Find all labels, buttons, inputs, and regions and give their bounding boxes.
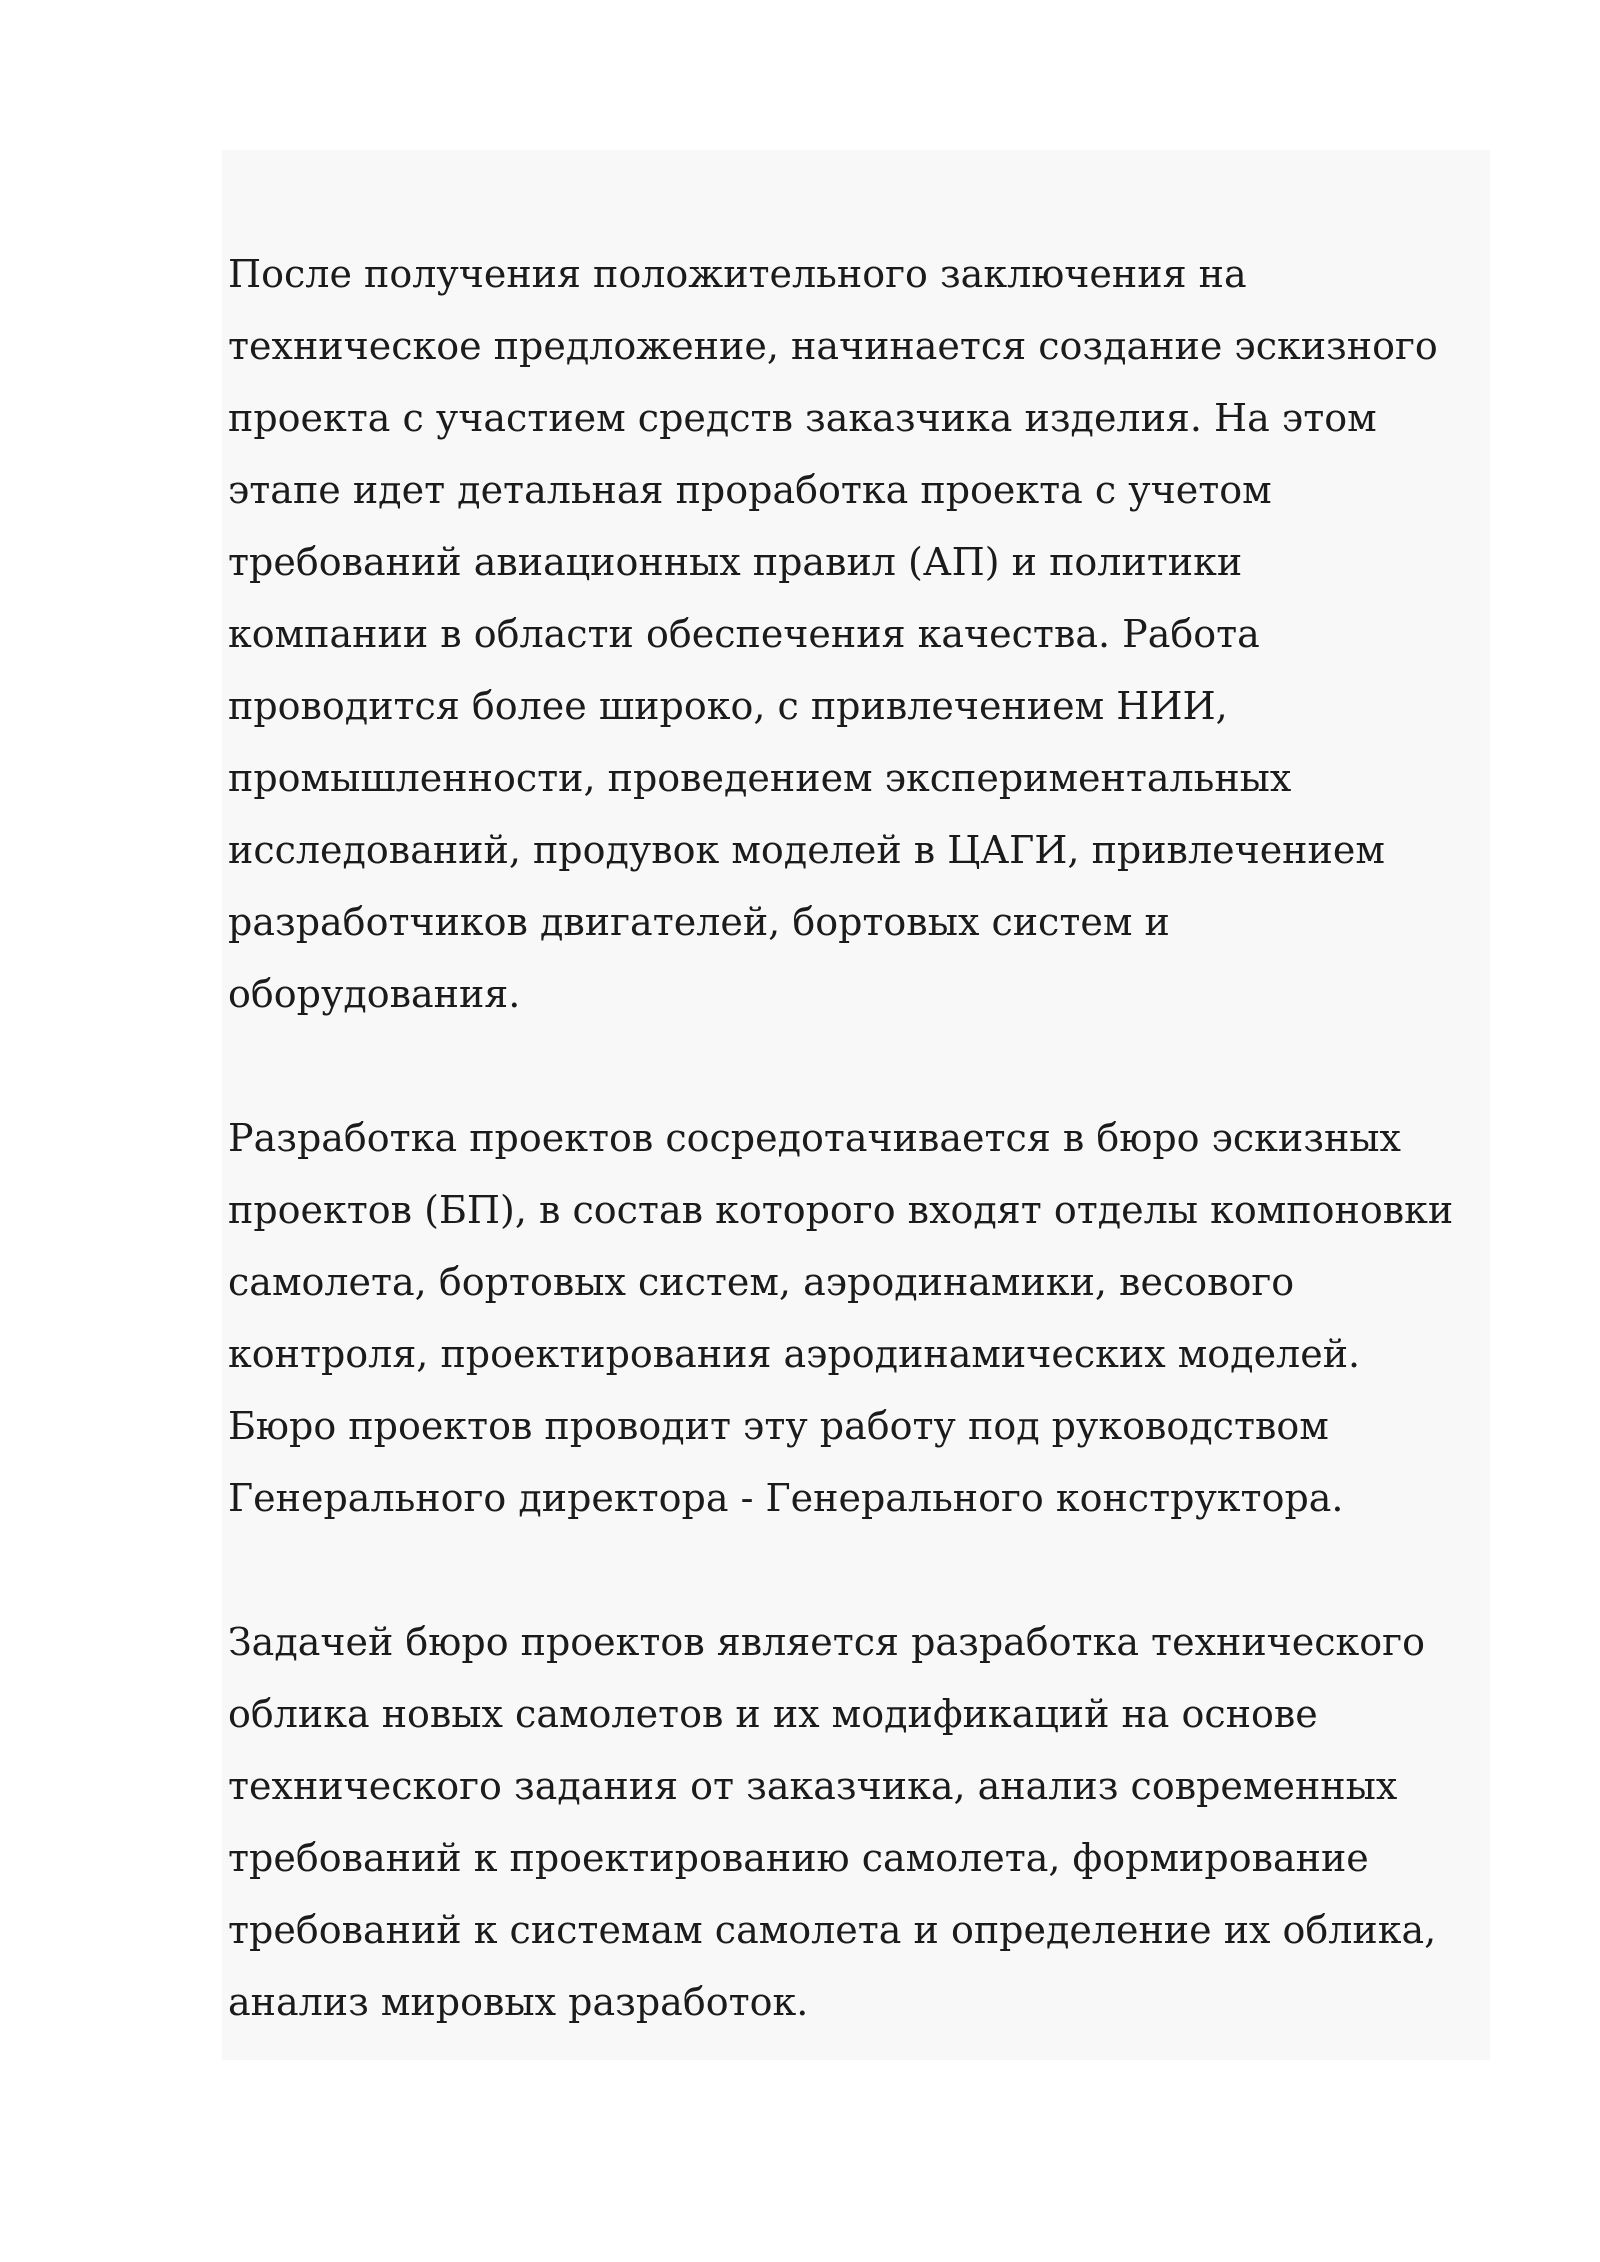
document-body bbox=[228, 238, 1490, 2038]
paragraph-bureau-tasks: Задачей бюро проектов является разработка технического облика новых самолетов и их модификаций на основе технического задания от заказчика, анализ современных требований к проектированию самолета, формирование требований к системам самолета и определение их облика, анализ мировых разработок. bbox=[228, 1620, 1437, 2024]
paragraph-design-bureau: Разработка проектов сосредотачивается в бюро эскизных проектов (БП), в состав которого входят отделы компоновки самолета, бортовых систем, аэродинамики, весового контроля, проектирования аэродинамических моделей. Бюро проектов проводит эту работу под руководством Генерального директора - Генерального конструктора. bbox=[228, 1116, 1454, 1520]
paragraph-draft-design-stage: После получения положительного заключения на техническое предложение, начинается создание эскизного проекта с участием средств заказчика изделия. На этом этапе идет детальная проработка проекта с учетом требований авиационных правил (АП) и политики компании в области обеспечения качества. Работа проводится более широко, с привлечением НИИ, промышленности, проведением экспериментальных исследований, продувок моделей в ЦАГИ, привлечением разработчиков двигателей, бортовых систем и оборудования. bbox=[228, 252, 1438, 1016]
